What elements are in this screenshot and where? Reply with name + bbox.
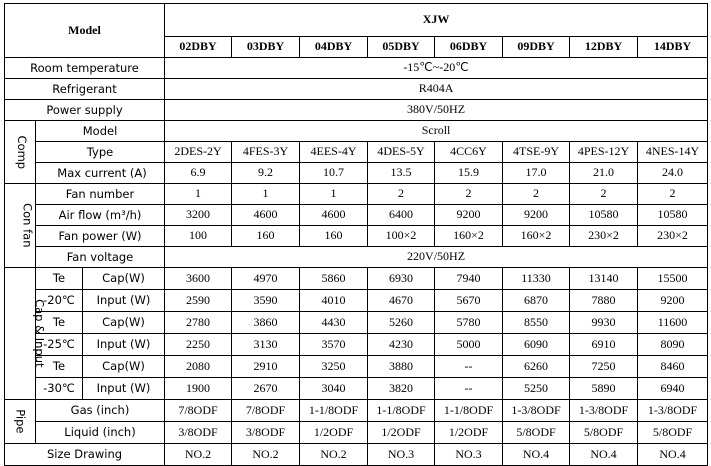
- max-current-value: 15.9: [435, 163, 503, 184]
- cap-input-group-label-text: Cap & Input: [32, 299, 47, 368]
- fan-number-value: 1: [232, 184, 300, 205]
- input-value: 2590: [165, 290, 232, 312]
- model-code: 05DBY: [368, 37, 435, 58]
- cap-value: 6260: [503, 356, 570, 378]
- input-value: 3040: [300, 378, 368, 400]
- input-label: Input (W): [83, 290, 165, 312]
- cap-value: 15500: [638, 268, 708, 290]
- air-flow-value: 10580: [638, 205, 708, 226]
- size-drawing-value: NO.3: [368, 444, 435, 466]
- fan-number-value: 2: [368, 184, 435, 205]
- room-temperature-label: Room temperature: [5, 58, 165, 79]
- refrigerant-value: R404A: [165, 79, 708, 100]
- input-value: 4670: [368, 290, 435, 312]
- input-value: 5890: [570, 378, 638, 400]
- table-row: [5, 121, 708, 142]
- fan-number-value: 1: [165, 184, 232, 205]
- pipe-group-label-text: Pipe: [13, 409, 28, 434]
- model-code: 09DBY: [503, 37, 570, 58]
- cap-value: 3600: [165, 268, 232, 290]
- comp-type-value: 2DES-2Y: [165, 142, 232, 163]
- gas-pipe-value: 1-3/8ODF: [570, 400, 638, 422]
- spec-table: [4, 3, 708, 466]
- gas-pipe-label: Gas (inch): [36, 400, 165, 422]
- max-current-label: Max current (A): [36, 163, 165, 184]
- input-value: 3130: [232, 334, 300, 356]
- comp-model-value: Scroll: [165, 121, 708, 142]
- max-current-value: 13.5: [368, 163, 435, 184]
- con-fan-group-label-text: Con fan: [20, 203, 35, 248]
- model-header: Model: [5, 4, 165, 58]
- size-drawing-value: NO.2: [300, 444, 368, 466]
- gas-pipe-value: 1-3/8ODF: [503, 400, 570, 422]
- evap-temp-label: -25℃: [36, 334, 83, 356]
- cap-value: 3250: [300, 356, 368, 378]
- model-code: 02DBY: [165, 37, 232, 58]
- fan-power-value: 100: [165, 226, 232, 247]
- input-value: 3820: [368, 378, 435, 400]
- fan-power-label: Fan power (W): [36, 226, 165, 247]
- size-drawing-value: NO.4: [570, 444, 638, 466]
- table-row: [5, 378, 708, 400]
- fan-power-value: 160: [232, 226, 300, 247]
- max-current-value: 24.0: [638, 163, 708, 184]
- cap-value: 3880: [368, 356, 435, 378]
- model-code: 04DBY: [300, 37, 368, 58]
- input-value: 6940: [638, 378, 708, 400]
- air-flow-value: 4600: [300, 205, 368, 226]
- input-value: 3570: [300, 334, 368, 356]
- table-row: [5, 100, 708, 121]
- fan-number-value: 2: [503, 184, 570, 205]
- cap-input-group-label: [5, 268, 47, 400]
- cap-value: 2080: [165, 356, 232, 378]
- liquid-pipe-label: Liquid (inch): [36, 422, 165, 444]
- air-flow-value: 9200: [435, 205, 503, 226]
- input-value: 5670: [435, 290, 503, 312]
- air-flow-value: 3200: [165, 205, 232, 226]
- input-value: 4230: [368, 334, 435, 356]
- cap-value: 2780: [165, 312, 232, 334]
- gas-pipe-value: 1-1/8ODF: [435, 400, 503, 422]
- liquid-pipe-value: 5/8ODF: [570, 422, 638, 444]
- input-value: 3590: [232, 290, 300, 312]
- input-value: 8090: [638, 334, 708, 356]
- size-drawing-label: Size Drawing: [5, 444, 165, 466]
- input-label: Input (W): [83, 378, 165, 400]
- max-current-value: 21.0: [570, 163, 638, 184]
- table-row: [5, 444, 708, 466]
- te-label: Te: [36, 356, 83, 378]
- liquid-pipe-value: 3/8ODF: [232, 422, 300, 444]
- cap-value: 6930: [368, 268, 435, 290]
- comp-type-value: 4TSE-9Y: [503, 142, 570, 163]
- air-flow-label: Air flow (m³/h): [36, 205, 165, 226]
- input-value: 6910: [570, 334, 638, 356]
- air-flow-value: 4600: [232, 205, 300, 226]
- gas-pipe-value: 1-3/8ODF: [638, 400, 708, 422]
- air-flow-value: 9200: [503, 205, 570, 226]
- comp-type-value: 4PES-12Y: [570, 142, 638, 163]
- cap-value: 7250: [570, 356, 638, 378]
- fan-power-value: 100×2: [368, 226, 435, 247]
- input-value: 9200: [638, 290, 708, 312]
- fan-voltage-value: 220V/50HZ: [165, 247, 708, 268]
- cap-value: 5260: [368, 312, 435, 334]
- comp-model-label: Model: [36, 121, 165, 142]
- gas-pipe-value: 1-1/8ODF: [368, 400, 435, 422]
- input-value: 6090: [503, 334, 570, 356]
- max-current-value: 17.0: [503, 163, 570, 184]
- cap-value: 11330: [503, 268, 570, 290]
- table-row: [5, 268, 708, 290]
- size-drawing-value: NO.2: [165, 444, 232, 466]
- table-row: [5, 163, 708, 184]
- liquid-pipe-value: 3/8ODF: [165, 422, 232, 444]
- table-row: [5, 247, 708, 268]
- model-code: 03DBY: [232, 37, 300, 58]
- fan-power-value: 230×2: [638, 226, 708, 247]
- comp-type-value: 4CC6Y: [435, 142, 503, 163]
- cap-value: 5780: [435, 312, 503, 334]
- table-row: [5, 422, 708, 444]
- comp-type-value: 4FES-3Y: [232, 142, 300, 163]
- input-value: 7880: [570, 290, 638, 312]
- input-value: 5250: [503, 378, 570, 400]
- liquid-pipe-value: 1/2ODF: [368, 422, 435, 444]
- table-row: [5, 334, 708, 356]
- table-row: [5, 58, 708, 79]
- gas-pipe-value: 7/8ODF: [165, 400, 232, 422]
- te-label: Te: [36, 312, 83, 334]
- model-code: 06DBY: [435, 37, 503, 58]
- fan-power-value: 160×2: [435, 226, 503, 247]
- liquid-pipe-value: 1/2ODF: [300, 422, 368, 444]
- cap-value: --: [435, 356, 503, 378]
- input-value: 4010: [300, 290, 368, 312]
- table-row: [5, 312, 708, 334]
- cap-label: Cap(W): [83, 356, 165, 378]
- input-value: 6870: [503, 290, 570, 312]
- pipe-group-label: [5, 400, 36, 444]
- refrigerant-label: Refrigerant: [5, 79, 165, 100]
- size-drawing-value: NO.2: [232, 444, 300, 466]
- input-value: --: [435, 378, 503, 400]
- cap-value: 8460: [638, 356, 708, 378]
- model-code: 12DBY: [570, 37, 638, 58]
- evap-temp-label: -20℃: [36, 290, 83, 312]
- cap-label: Cap(W): [83, 312, 165, 334]
- max-current-value: 6.9: [165, 163, 232, 184]
- comp-group-label-text: Comp: [15, 135, 30, 169]
- table-row: [5, 79, 708, 100]
- size-drawing-value: NO.3: [435, 444, 503, 466]
- te-label: Te: [36, 268, 83, 290]
- model-code: 14DBY: [638, 37, 708, 58]
- table-row: [5, 4, 708, 37]
- air-flow-value: 10580: [570, 205, 638, 226]
- table-row: [5, 184, 708, 205]
- input-value: 2670: [232, 378, 300, 400]
- comp-group-label: [5, 121, 36, 184]
- input-value: 1900: [165, 378, 232, 400]
- liquid-pipe-value: 1/2ODF: [435, 422, 503, 444]
- cap-value: 13140: [570, 268, 638, 290]
- series-header: XJW: [165, 4, 708, 37]
- fan-number-value: 1: [300, 184, 368, 205]
- liquid-pipe-value: 5/8ODF: [638, 422, 708, 444]
- cap-value: 3860: [232, 312, 300, 334]
- cap-value: 4430: [300, 312, 368, 334]
- fan-number-label: Fan number: [36, 184, 165, 205]
- table-row: [5, 400, 708, 422]
- max-current-value: 10.7: [300, 163, 368, 184]
- comp-type-label: Type: [36, 142, 165, 163]
- fan-number-value: 2: [435, 184, 503, 205]
- comp-type-value: 4NES-14Y: [638, 142, 708, 163]
- table-row: [5, 290, 708, 312]
- cap-value: 2910: [232, 356, 300, 378]
- fan-power-value: 160×2: [503, 226, 570, 247]
- cap-value: 7940: [435, 268, 503, 290]
- con-fan-group-label: [5, 184, 36, 268]
- power-supply-label: Power supply: [5, 100, 165, 121]
- comp-type-value: 4EES-4Y: [300, 142, 368, 163]
- air-flow-value: 6400: [368, 205, 435, 226]
- cap-value: 9930: [570, 312, 638, 334]
- table-row: [5, 142, 708, 163]
- fan-number-value: 2: [570, 184, 638, 205]
- input-value: 2250: [165, 334, 232, 356]
- fan-number-value: 2: [638, 184, 708, 205]
- table-row: [5, 226, 708, 247]
- power-supply-value: 380V/50HZ: [165, 100, 708, 121]
- gas-pipe-value: 7/8ODF: [232, 400, 300, 422]
- comp-type-value: 4DES-5Y: [368, 142, 435, 163]
- liquid-pipe-value: 5/8ODF: [503, 422, 570, 444]
- size-drawing-value: NO.4: [638, 444, 708, 466]
- input-value: 5000: [435, 334, 503, 356]
- max-current-value: 9.2: [232, 163, 300, 184]
- cap-value: 8550: [503, 312, 570, 334]
- cap-label: Cap(W): [83, 268, 165, 290]
- input-label: Input (W): [83, 334, 165, 356]
- cap-value: 11600: [638, 312, 708, 334]
- fan-voltage-label: Fan voltage: [36, 247, 165, 268]
- table-row: [5, 356, 708, 378]
- evap-temp-label: -30℃: [36, 378, 83, 400]
- table-row: [5, 205, 708, 226]
- fan-power-value: 160: [300, 226, 368, 247]
- fan-power-value: 230×2: [570, 226, 638, 247]
- cap-value: 4970: [232, 268, 300, 290]
- gas-pipe-value: 1-1/8ODF: [300, 400, 368, 422]
- cap-value: 5860: [300, 268, 368, 290]
- size-drawing-value: NO.4: [503, 444, 570, 466]
- room-temperature-value: -15℃~-20℃: [165, 58, 708, 79]
